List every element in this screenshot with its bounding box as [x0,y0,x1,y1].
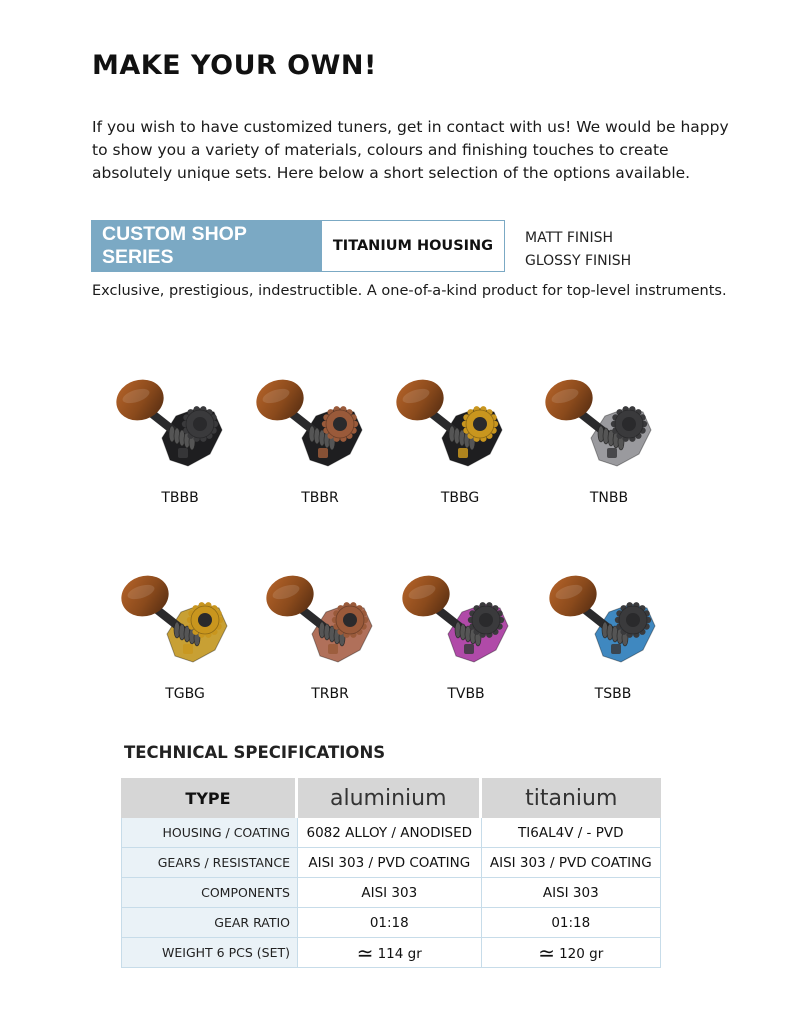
base-screw [458,448,468,458]
tuner-code: TBBB [161,490,199,506]
spec-aluminium: 01:18 [298,908,482,938]
spec-title: TECHNICAL SPECIFICATIONS [124,743,386,762]
tuner-image [115,562,255,682]
tuner-trbr [260,562,400,712]
tuner-tsbb [543,562,683,712]
tuner-tnbb [539,366,679,516]
tuner-tgbg [115,562,255,712]
gear-hub [622,417,636,431]
series-tagline: Exclusive, prestigious, indestructible. A one-of-a-kind product for top-level instruments. [92,283,727,299]
tuner-code: TBBR [301,490,339,506]
page-title: MAKE YOUR OWN! [92,50,377,81]
spec-header-titanium: titanium [482,778,661,818]
spec-label: COMPONENTS [121,878,298,908]
spec-aluminium: AISI 303 [298,878,482,908]
base-screw [328,644,338,654]
spec-aluminium: 6082 ALLOY / ANODISED [298,818,482,848]
spec-label: WEIGHT 6 PCS (SET) [121,938,298,968]
gear-hub [473,417,487,431]
base-screw [607,448,617,458]
gear-hub [479,613,493,627]
table-row [121,908,661,938]
tuner-image [396,562,536,682]
finish-matt: MATT FINISH [525,230,614,246]
housing-label: TITANIUM HOUSING [322,220,505,272]
tuner-image [260,562,400,682]
tuner-tbbb [110,366,250,516]
spec-titanium: AISI 303 [482,878,661,908]
gear-hub [198,613,212,627]
tuner-image [390,366,530,486]
gear-hub [343,613,357,627]
tuner-code: TNBB [589,490,629,506]
tuner-code: TSBB [594,686,632,702]
tuner-code: TRBR [311,686,349,702]
spec-label: GEAR RATIO [121,908,298,938]
spec-titanium [482,938,661,968]
table-row [121,938,661,968]
approx-icon: ≃ [356,940,374,965]
intro-paragraph: If you wish to have customized tuners, get in contact with us! We would be happy to show you a variety of materials, colours and finishing touches to create absolutely unique sets. Here below a short selection of the options available. [92,118,729,182]
spec-header-aluminium: aluminium [298,778,482,818]
spec-titanium: TI6AL4V / - PVD [482,818,661,848]
base-screw [464,644,474,654]
table-row [121,818,661,848]
approx-icon: ≃ [538,940,556,965]
series-name: CUSTOM SHOP SERIES [91,220,322,272]
tuner-image [250,366,390,486]
finish-glossy: GLOSSY FINISH [525,253,632,269]
tuner-code: TVBB [447,686,485,702]
spec-label: GEARS / RESISTANCE [121,848,298,878]
table-row [121,848,661,878]
gear-hub [193,417,207,431]
tuner-image [110,366,250,486]
tuner-image [539,366,679,486]
tuner-image [543,562,683,682]
tuner-tbbg [390,366,530,516]
spec-label: HOUSING / COATING [121,818,298,848]
tuner-tbbr [250,366,390,516]
series-header [91,220,505,272]
spec-header-type: TYPE [121,778,298,818]
tuner-code: TGBG [165,686,205,702]
base-screw [183,644,193,654]
gear-hub [626,613,640,627]
base-screw [178,448,188,458]
spec-aluminium: AISI 303 / PVD COATING [298,848,482,878]
spec-table [121,778,661,968]
weight-value: 114 gr [377,945,422,962]
base-screw [611,644,621,654]
spec-titanium: AISI 303 / PVD COATING [482,848,661,878]
tuner-code: TBBG [440,490,480,506]
spec-titanium: 01:18 [482,908,661,938]
base-screw [318,448,328,458]
weight-value: 120 gr [559,945,604,962]
tuner-tvbb [396,562,536,712]
table-row [121,878,661,908]
finish-options [525,227,631,273]
spec-aluminium [298,938,482,968]
gear-hub [333,417,347,431]
